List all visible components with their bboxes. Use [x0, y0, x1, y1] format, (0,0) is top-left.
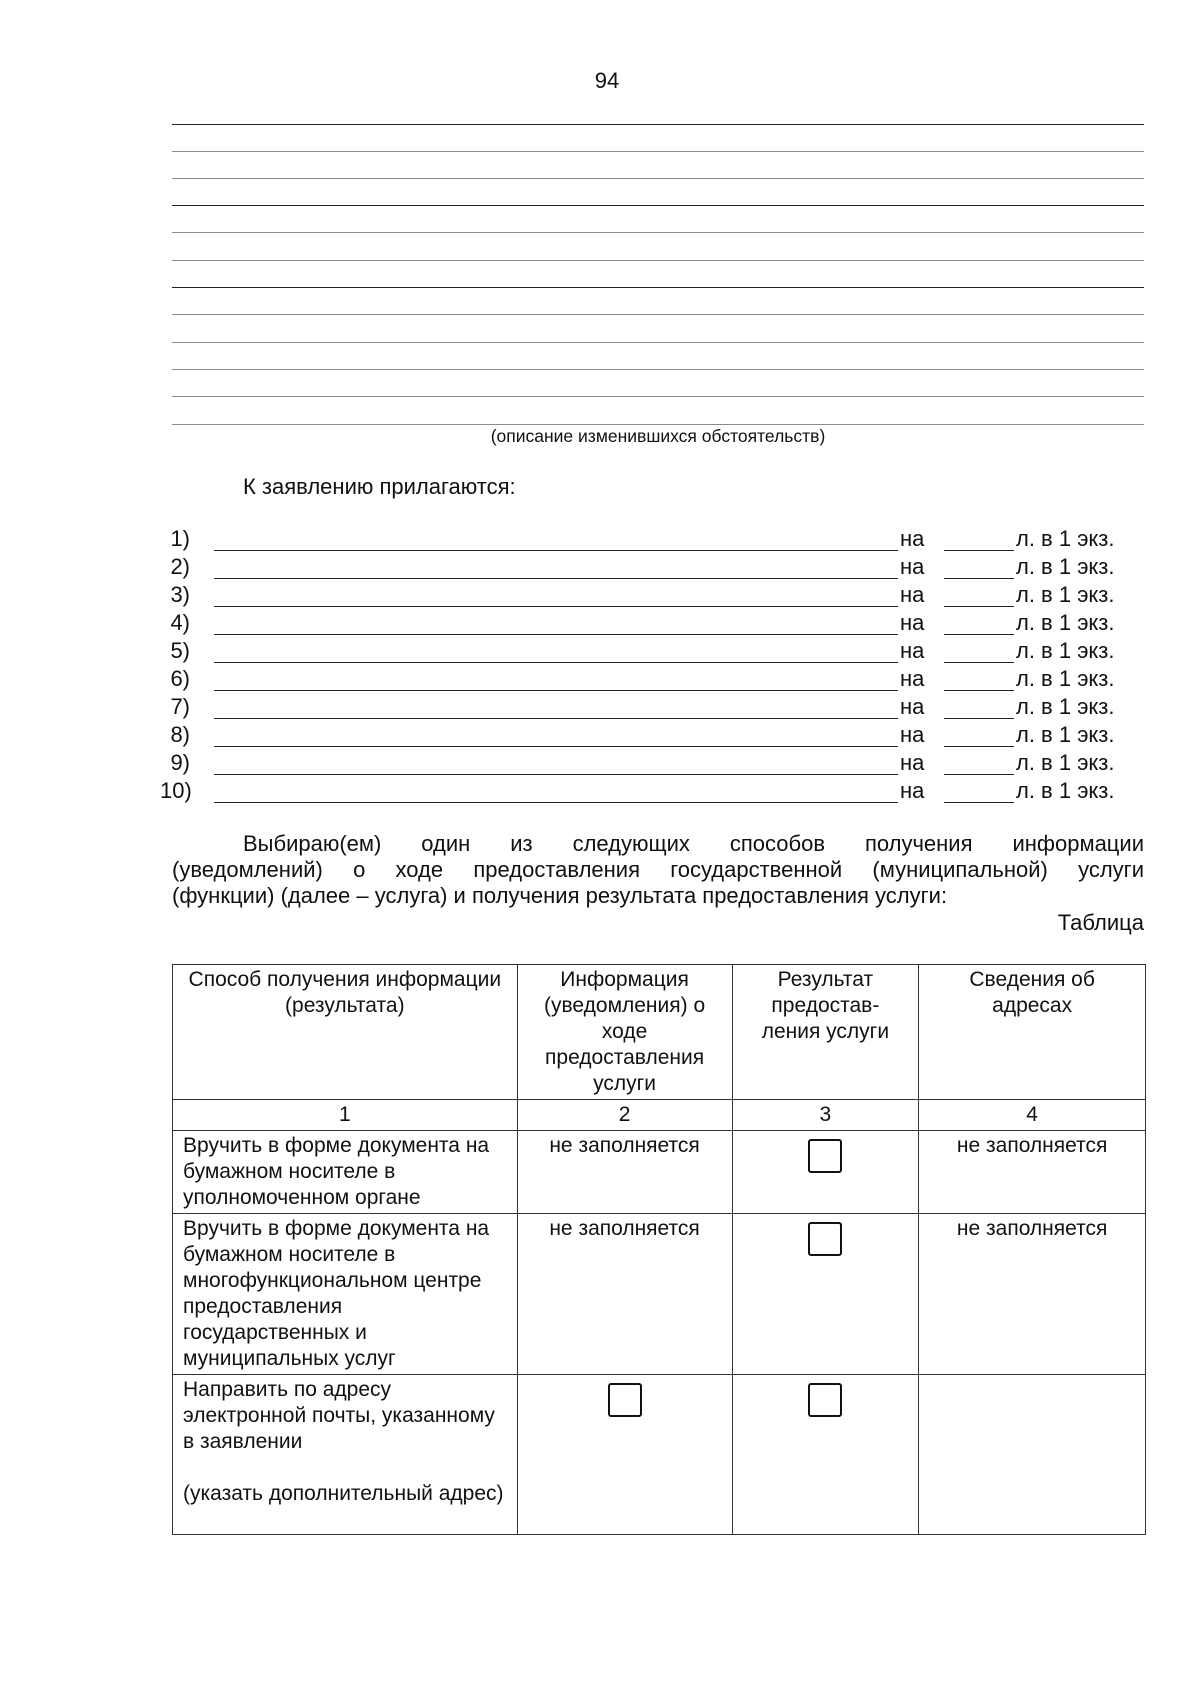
table-header-row — [173, 965, 1146, 1100]
attachment-name-field[interactable] — [214, 774, 898, 775]
attachment-number: 10) — [160, 778, 192, 803]
attachment-number: 1) — [170, 526, 190, 551]
description-line[interactable] — [172, 342, 1144, 343]
header-info: Информация (уведомления) о ходе предоставления услуги — [517, 965, 732, 1100]
attachment-number: 2) — [170, 554, 190, 579]
table-row — [173, 1131, 1146, 1214]
description-line[interactable] — [172, 232, 1144, 233]
header-addresses: Сведения об адресах — [919, 965, 1146, 1100]
method-cell: Вручить в форме документа на бумажном носителе в уполномоченном органе — [173, 1131, 518, 1214]
attachment-name-field[interactable] — [214, 578, 898, 579]
info-cell: не заполняется — [517, 1131, 732, 1214]
method-note: (указать дополнительный адрес) — [183, 1482, 504, 1505]
attachment-row — [160, 554, 1150, 582]
description-line[interactable] — [172, 124, 1144, 125]
result-cell — [732, 1214, 919, 1375]
result-checkbox[interactable] — [808, 1383, 842, 1417]
attachment-row — [160, 526, 1150, 554]
table-row — [173, 1214, 1146, 1375]
attachment-na-label: на — [900, 582, 925, 607]
attachment-suffix: л. в 1 экз. — [1016, 750, 1115, 775]
attachment-name-field[interactable] — [214, 550, 898, 551]
column-number: 2 — [517, 1100, 732, 1131]
attachment-name-field[interactable] — [214, 746, 898, 747]
result-cell — [732, 1131, 919, 1214]
attachment-suffix: л. в 1 экз. — [1016, 638, 1115, 663]
attachment-sheets-field[interactable] — [944, 690, 1014, 691]
attachment-row — [160, 750, 1150, 778]
attachment-suffix: л. в 1 экз. — [1016, 526, 1115, 551]
attachment-na-label: на — [900, 610, 925, 635]
attachment-name-field[interactable] — [214, 662, 898, 663]
column-numbers-row — [173, 1100, 1146, 1131]
table-row — [173, 1375, 1146, 1535]
column-number: 4 — [919, 1100, 1146, 1131]
attachment-suffix: л. в 1 экз. — [1016, 554, 1115, 579]
attachment-row — [160, 666, 1150, 694]
attachment-sheets-field[interactable] — [944, 578, 1014, 579]
column-number: 1 — [173, 1100, 518, 1131]
info-checkbox[interactable] — [608, 1383, 642, 1417]
attachment-number: 3) — [170, 582, 190, 607]
attachment-sheets-field[interactable] — [944, 718, 1014, 719]
attachments-heading: К заявлению прилагаются: — [243, 474, 516, 499]
description-line[interactable] — [172, 260, 1144, 261]
info-cell — [517, 1375, 732, 1535]
paragraph-line: (функции) (далее – услуга) и получения результата предоставления услуги: — [172, 883, 948, 908]
column-number: 3 — [732, 1100, 919, 1131]
attachment-row — [160, 582, 1150, 610]
description-line[interactable] — [172, 287, 1144, 288]
attachment-suffix: л. в 1 экз. — [1016, 666, 1115, 691]
paragraph-line: Выбираю(ем) один из следующих способов получения информации — [243, 831, 1144, 856]
description-line[interactable] — [172, 396, 1144, 397]
method-text: Направить по адресу электронной почты, указанному в заявлении — [183, 1378, 495, 1453]
info-cell: не заполняется — [517, 1214, 732, 1375]
attachment-row — [160, 778, 1150, 806]
attachment-name-field[interactable] — [214, 718, 898, 719]
result-checkbox[interactable] — [808, 1222, 842, 1256]
attachment-number: 8) — [170, 722, 190, 747]
addresses-cell: не заполняется — [919, 1214, 1146, 1375]
description-caption: (описание изменившихся обстоятельств) — [490, 426, 826, 446]
attachment-sheets-field[interactable] — [944, 802, 1014, 803]
attachment-na-label: на — [900, 638, 925, 663]
attachment-number: 7) — [170, 694, 190, 719]
attachment-suffix: л. в 1 экз. — [1016, 610, 1115, 635]
attachment-number: 9) — [170, 750, 190, 775]
attachment-na-label: на — [900, 694, 925, 719]
addresses-cell[interactable] — [919, 1375, 1146, 1535]
attachment-na-label: на — [900, 554, 925, 579]
description-line[interactable] — [172, 424, 1144, 425]
page-number: 94 — [594, 68, 620, 93]
description-line[interactable] — [172, 178, 1144, 179]
attachment-row — [160, 610, 1150, 638]
attachment-sheets-field[interactable] — [944, 746, 1014, 747]
attachment-sheets-field[interactable] — [944, 774, 1014, 775]
header-result: Результат предостав-ления услуги — [732, 965, 919, 1100]
attachment-na-label: на — [900, 750, 925, 775]
attachment-number: 4) — [170, 610, 190, 635]
methods-table — [172, 964, 1146, 1535]
method-cell: Вручить в форме документа на бумажном носителе в многофункциональном центре предоставления государственных и муниципальных услуг — [173, 1214, 518, 1375]
attachment-row — [160, 694, 1150, 722]
addresses-cell: не заполняется — [919, 1131, 1146, 1214]
description-line[interactable] — [172, 314, 1144, 315]
attachment-number: 5) — [170, 638, 190, 663]
attachment-na-label: на — [900, 526, 925, 551]
header-method: Способ получения информации (результата) — [173, 965, 518, 1100]
attachment-suffix: л. в 1 экз. — [1016, 694, 1115, 719]
attachment-row — [160, 722, 1150, 750]
result-checkbox[interactable] — [808, 1139, 842, 1173]
attachment-number: 6) — [170, 666, 190, 691]
attachment-na-label: на — [900, 722, 925, 747]
attachment-name-field[interactable] — [214, 690, 898, 691]
attachment-suffix: л. в 1 экз. — [1016, 582, 1115, 607]
paragraph-line: (уведомлений) о ходе предоставления государственной (муниципальной) услуги — [172, 857, 1144, 882]
attachment-name-field[interactable] — [214, 606, 898, 607]
attachment-name-field[interactable] — [214, 634, 898, 635]
description-line[interactable] — [172, 205, 1144, 206]
attachment-na-label: на — [900, 666, 925, 691]
attachment-name-field[interactable] — [214, 802, 898, 803]
table-label: Таблица — [1057, 910, 1144, 935]
attachment-row — [160, 638, 1150, 666]
attachment-suffix: л. в 1 экз. — [1016, 722, 1115, 747]
method-selection-paragraph — [172, 831, 1144, 909]
description-line[interactable] — [172, 151, 1144, 152]
attachment-sheets-field[interactable] — [944, 662, 1014, 663]
description-line[interactable] — [172, 369, 1144, 370]
attachment-sheets-field[interactable] — [944, 634, 1014, 635]
method-cell — [173, 1375, 518, 1535]
result-cell — [732, 1375, 919, 1535]
attachment-sheets-field[interactable] — [944, 606, 1014, 607]
attachment-na-label: на — [900, 778, 925, 803]
attachment-sheets-field[interactable] — [944, 550, 1014, 551]
attachment-suffix: л. в 1 экз. — [1016, 778, 1115, 803]
